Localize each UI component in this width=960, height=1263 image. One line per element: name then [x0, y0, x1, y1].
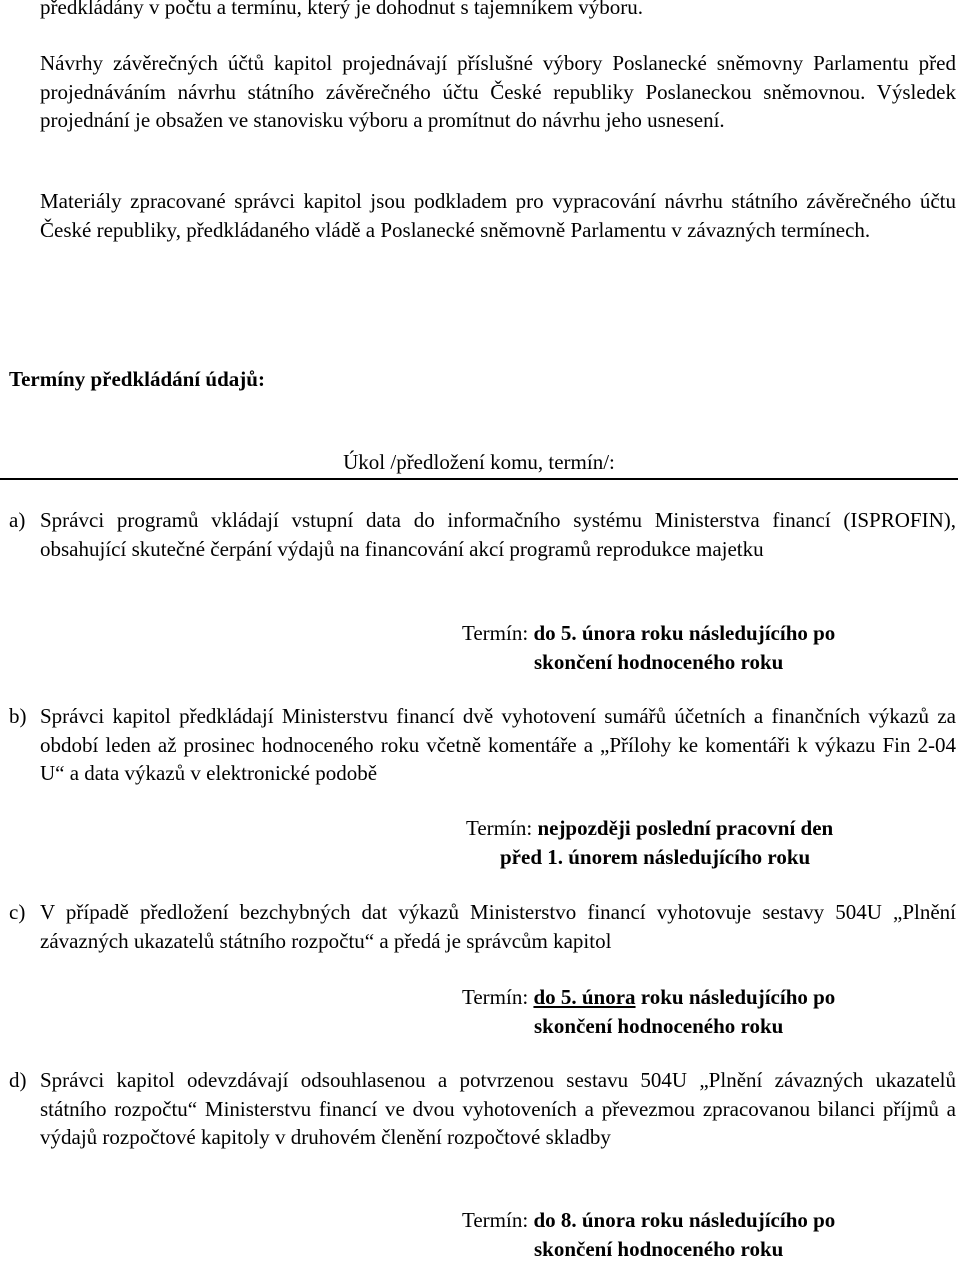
item-text: Správci kapitol předkládají Ministerstvu financí dvě vyhotovení sumářů účetních a finančních výkazů za období leden až prosinec hodnoceného roku včetně komentáře a „Přílohy ke komentáři k výkazu Fin 2-04 U“ a data výkazů v elektronické podobě	[40, 702, 956, 788]
deadline-d	[0, 1206, 958, 1263]
item-marker: d)	[9, 1066, 27, 1095]
deadline-line-1	[0, 619, 958, 648]
deadline-line-2: skončení hodnoceného roku	[0, 1012, 958, 1041]
deadline-line-2: před 1. únorem následujícího roku	[0, 843, 958, 872]
deadline-date: do 8. února roku následujícího po	[533, 1208, 835, 1232]
item-marker: b)	[9, 702, 27, 731]
section-title: Termíny předkládání údajů:	[9, 365, 265, 394]
deadline-line-2: skončení hodnoceného roku	[0, 648, 958, 677]
item-text: Správci programů vkládají vstupní data do informačního systému Ministerstva financí (ISPROFIN), obsahující skutečné čerpání výdajů na financování akcí programů reprodukce majetku	[40, 506, 956, 563]
deadline-label: Termín:	[462, 621, 528, 645]
deadline-date: roku následujícího po	[641, 985, 836, 1009]
deadline-a	[0, 619, 958, 676]
header-divider	[0, 478, 958, 480]
deadline-line-1	[0, 983, 958, 1012]
intro-tail-paragraph: předkládány v počtu a termínu, který je dohodnut s tajemníkem výboru.	[40, 0, 956, 22]
deadline-b	[0, 814, 958, 871]
item-text: Správci kapitol odevzdávají odsouhlasenou a potvrzenou sestavu 504U „Plnění závazných ukazatelů státního rozpočtu“ Ministerstvu financí ve dvou vyhotoveních a převezmou zpracovanou bilanci příjmů a výdajů rozpočtové kapitoly v druhovém členění rozpočtové skladby	[40, 1066, 956, 1152]
deadline-c	[0, 983, 958, 1040]
task-header: Úkol /předložení komu, termín/:	[0, 448, 958, 477]
deadline-date-underlined: do 5. února	[533, 985, 635, 1009]
deadline-date: do 5. února roku následujícího po	[533, 621, 835, 645]
deadline-label: Termín:	[466, 816, 532, 840]
deadline-line-2: skončení hodnoceného roku	[0, 1235, 958, 1263]
deadline-line-1	[0, 1206, 958, 1235]
item-marker: a)	[9, 506, 25, 535]
deadline-label: Termín:	[462, 985, 528, 1009]
item-marker: c)	[9, 898, 25, 927]
item-text: V případě předložení bezchybných dat výkazů Ministerstvo financí vyhotovuje sestavy 504U „Plnění závazných ukazatelů státního rozpočtu“ a předá je správcům kapitol	[40, 898, 956, 955]
deadline-label: Termín:	[462, 1208, 528, 1232]
materials-paragraph: Materiály zpracované správci kapitol jsou podkladem pro vypracování návrhu státního závěrečného účtu České republiky, předkládaného vládě a Poslanecké sněmovně Parlamentu v závazných termínech.	[40, 187, 956, 244]
deadline-line-1	[0, 814, 958, 843]
committees-paragraph: Návrhy závěrečných účtů kapitol projednávají příslušné výbory Poslanecké sněmovny Parlamentu před projednáváním návrhu státního závěrečného účtu České republiky Poslaneckou sněmovnou. Výsledek projednání je obsažen ve stanovisku výboru a promítnut do návrhu jeho usnesení.	[40, 49, 956, 135]
deadline-date: nejpozději poslední pracovní den	[537, 816, 833, 840]
